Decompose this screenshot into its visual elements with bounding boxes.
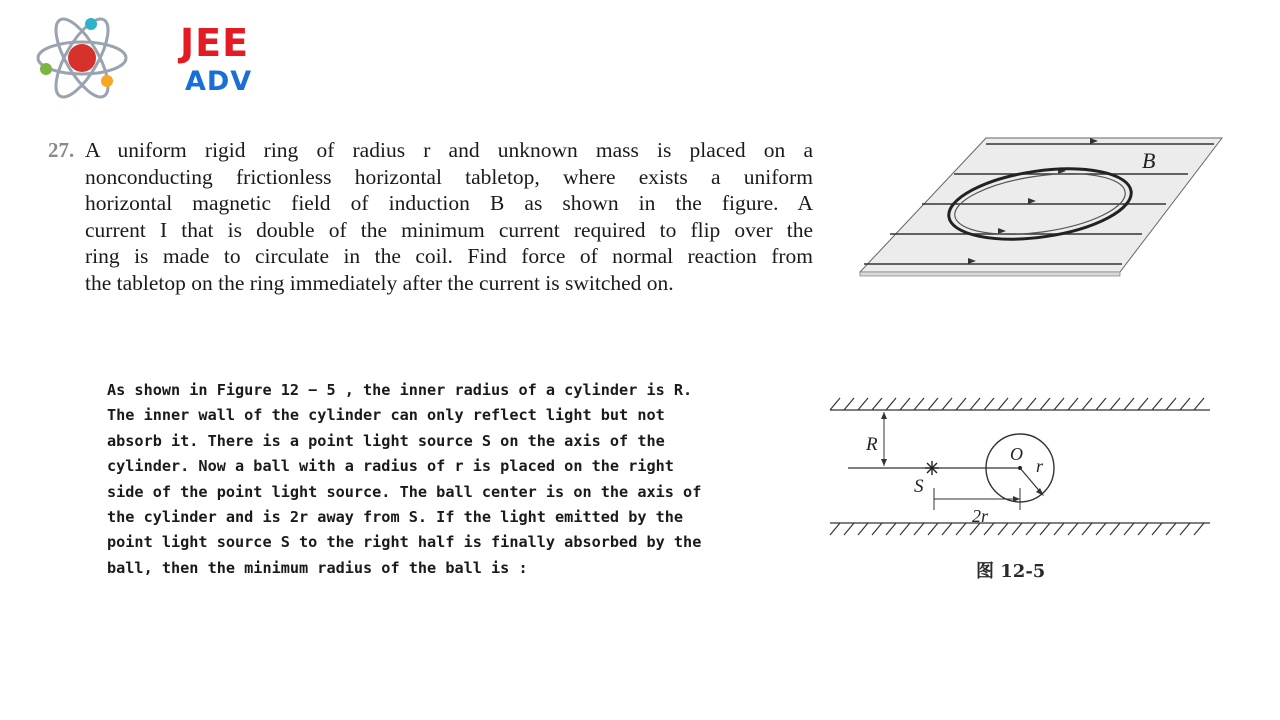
question-2-line: As shown in Figure 12 − 5 , the inner radius of a cylinder is R. — [107, 381, 693, 399]
distance-2r-label: 2r — [972, 506, 989, 526]
question-2-line: absorb it. There is a point light source S on the axis of the — [107, 431, 665, 450]
figure-caption: 图 12-5 — [976, 561, 1046, 582]
question-2-line: side of the point light source. The ball center is on the axis of — [107, 482, 702, 501]
question-27-line: A uniform rigid ring of radius r and unknown mass is placed on a — [85, 138, 813, 162]
question-2-line: ball, then the minimum radius of the ball is : — [107, 558, 528, 577]
question-27-line: horizontal magnetic field of induction B as shown in the figure. A — [85, 191, 813, 215]
question-27-text — [85, 137, 813, 296]
radius-R-label: R — [866, 434, 878, 455]
question-27-line: nonconducting frictionless horizontal tabletop, where exists a uniform — [85, 164, 813, 189]
question-2-line: point light source S to the right half is finally absorbed by the — [107, 533, 702, 552]
question-2-line: the cylinder and is 2r away from S. If the light emitted by the — [107, 508, 684, 527]
cylinder-ball-figure — [822, 388, 1222, 548]
source-S-label: S — [914, 476, 924, 497]
ring-on-table-figure — [858, 132, 1228, 280]
question-27-line: current I that is double of the minimum current required to flip over the — [85, 217, 813, 242]
logo-jee-text: JEE — [180, 21, 250, 65]
question-2-line: cylinder. Now a ball with a radius of r is placed on the right — [107, 457, 674, 476]
center-O-label: O — [1010, 444, 1023, 464]
light-source-icon — [925, 461, 939, 475]
magnetic-field-label: B — [1142, 148, 1156, 173]
question-2-text — [107, 378, 797, 581]
logo — [32, 8, 253, 108]
question-number: 27. — [48, 138, 75, 162]
question-2-line: The inner wall of the cylinder can only reflect light but not — [107, 406, 665, 425]
question-27-line: ring is made to circulate in the coil. Find force of normal reaction from — [85, 244, 813, 268]
logo-adv-text: ADV — [185, 66, 253, 97]
question-27-line: the tabletop on the ring immediately after the current is switched on. — [85, 270, 674, 295]
atom-logo-icon — [32, 8, 132, 108]
radius-r-label: r — [1036, 456, 1044, 476]
